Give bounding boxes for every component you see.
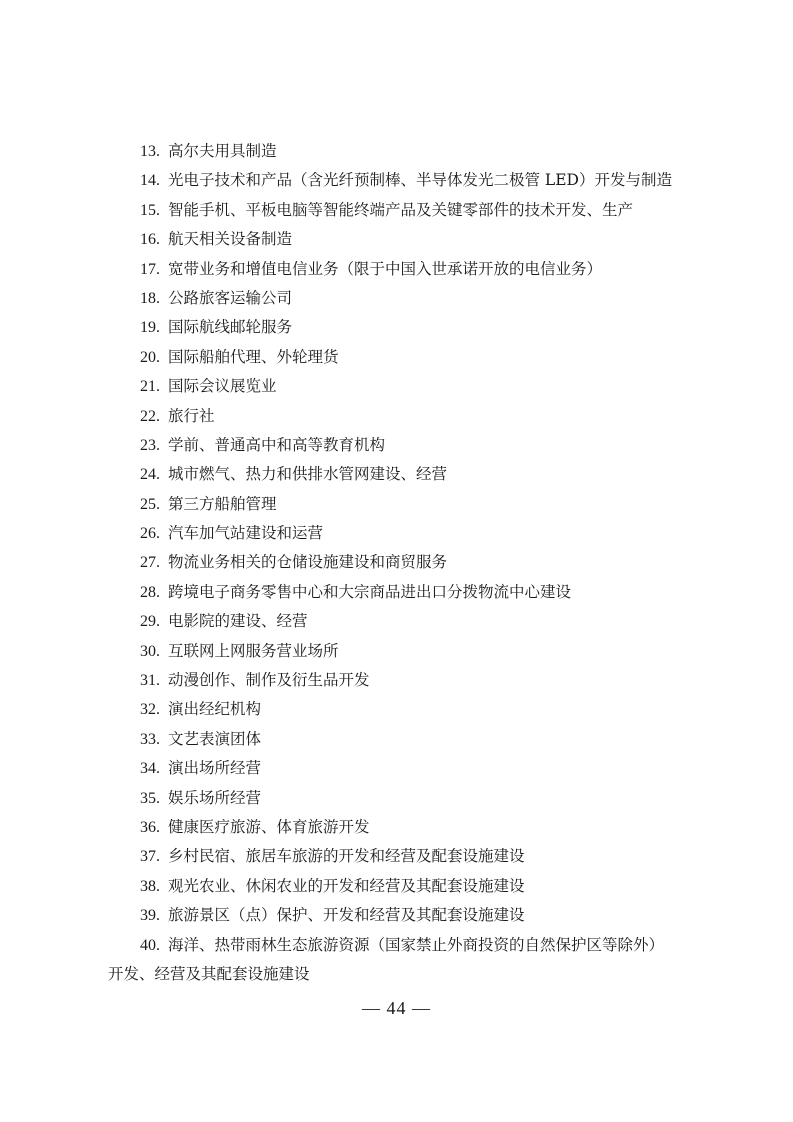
item-text: 电影院的建设、经营 bbox=[168, 612, 308, 631]
list-item bbox=[0, 548, 793, 577]
item-text: 第三方船舶管理 bbox=[168, 494, 277, 513]
item-number: 26. bbox=[140, 525, 160, 543]
item-text: 乡村民宿、旅居车旅游的开发和经营及配套设施建设 bbox=[168, 847, 525, 866]
item-text: 跨境电子商务零售中心和大宗商品进出口分拨物流中心建设 bbox=[168, 582, 572, 601]
list-item bbox=[0, 754, 793, 783]
item-text: 旅游景区（点）保护、开发和经营及其配套设施建设 bbox=[168, 906, 525, 925]
item-text: 娱乐场所经营 bbox=[168, 788, 262, 807]
item-text: 公路旅客运输公司 bbox=[168, 288, 293, 307]
list-item bbox=[0, 842, 793, 871]
item-number: 17. bbox=[140, 260, 160, 278]
list-item bbox=[0, 166, 793, 195]
item-number: 31. bbox=[140, 672, 160, 690]
list-item bbox=[0, 666, 793, 695]
item-number: 25. bbox=[140, 495, 160, 513]
item-number: 29. bbox=[140, 613, 160, 631]
list-item bbox=[0, 813, 793, 842]
item-number: 13. bbox=[140, 143, 160, 160]
item-text: 观光农业、休闲农业的开发和经营及其配套设施建设 bbox=[168, 876, 525, 895]
item-number: 16. bbox=[140, 231, 160, 249]
item-number: 20. bbox=[140, 348, 160, 366]
item-text: 国际航线邮轮服务 bbox=[168, 318, 293, 337]
list-item bbox=[0, 578, 793, 607]
item-text: 演出经纪机构 bbox=[168, 700, 262, 719]
item-number: 24. bbox=[140, 466, 160, 484]
item-number: 27. bbox=[140, 554, 160, 572]
item-number: 21. bbox=[140, 378, 160, 396]
list-item bbox=[0, 343, 793, 372]
list-item bbox=[0, 695, 793, 724]
item-text: 互联网上网服务营业场所 bbox=[168, 641, 339, 660]
list-item bbox=[0, 872, 793, 901]
list-item bbox=[0, 519, 793, 548]
list-item bbox=[0, 255, 793, 284]
item-number: 18. bbox=[140, 289, 160, 307]
item-text: 海洋、热带雨林生态旅游资源（国家禁止外商投资的自然保护区等除外） bbox=[168, 935, 665, 954]
item-text: 学前、普通高中和高等教育机构 bbox=[168, 435, 386, 454]
item-text-continuation: 开发、经营及其配套设施建设 bbox=[108, 964, 310, 983]
item-text: 高尔夫用具制造 bbox=[168, 142, 277, 160]
item-number: 32. bbox=[140, 701, 160, 719]
item-text: 城市燃气、热力和供排水管网建设、经营 bbox=[168, 465, 448, 484]
list-item bbox=[0, 725, 793, 754]
list-item bbox=[0, 196, 793, 225]
item-list bbox=[0, 137, 793, 983]
item-number: 37. bbox=[140, 848, 160, 866]
item-number: 22. bbox=[140, 407, 160, 425]
list-item bbox=[0, 784, 793, 813]
page-number: — 44 — bbox=[362, 998, 431, 1018]
item-number: 39. bbox=[140, 907, 160, 925]
item-text: 演出场所经营 bbox=[168, 759, 262, 778]
list-item bbox=[0, 225, 793, 254]
item-number: 15. bbox=[140, 201, 160, 219]
list-item bbox=[0, 284, 793, 313]
item-text: 文艺表演团体 bbox=[168, 729, 262, 748]
list-item bbox=[0, 637, 793, 666]
item-number: 23. bbox=[140, 436, 160, 454]
item-number: 40. bbox=[140, 936, 160, 954]
list-item bbox=[0, 460, 793, 489]
item-text: 物流业务相关的仓储设施建设和商贸服务 bbox=[168, 553, 448, 572]
item-number: 34. bbox=[140, 760, 160, 778]
item-number: 36. bbox=[140, 818, 160, 836]
list-item bbox=[0, 490, 793, 519]
item-text: 动漫创作、制作及衍生品开发 bbox=[168, 671, 370, 690]
item-text: 汽车加气站建设和运营 bbox=[168, 524, 324, 543]
item-text: 光电子技术和产品（含光纤预制棒、半导体发光二极管 LED）开发与制造 bbox=[168, 171, 672, 190]
list-item bbox=[0, 607, 793, 636]
list-item bbox=[0, 402, 793, 431]
item-text: 宽带业务和增值电信业务（限于中国入世承诺开放的电信业务） bbox=[168, 259, 603, 278]
item-number: 35. bbox=[140, 789, 160, 807]
list-item bbox=[0, 313, 793, 342]
list-item bbox=[0, 372, 793, 401]
item-text: 国际会议展览业 bbox=[168, 377, 277, 396]
list-item bbox=[0, 137, 793, 166]
item-number: 30. bbox=[140, 642, 160, 660]
list-item bbox=[0, 901, 793, 930]
item-text: 航天相关设备制造 bbox=[168, 230, 293, 249]
item-number: 38. bbox=[140, 877, 160, 895]
item-text: 健康医疗旅游、体育旅游开发 bbox=[168, 817, 370, 836]
item-text: 国际船舶代理、外轮理货 bbox=[168, 347, 339, 366]
item-text: 智能手机、平板电脑等智能终端产品及关键零部件的技术开发、生产 bbox=[168, 200, 634, 219]
item-number: 19. bbox=[140, 319, 160, 337]
item-number: 14. bbox=[140, 172, 160, 190]
list-item bbox=[0, 431, 793, 460]
item-number: 33. bbox=[140, 730, 160, 748]
item-number: 28. bbox=[140, 583, 160, 601]
item-text: 旅行社 bbox=[168, 406, 215, 425]
